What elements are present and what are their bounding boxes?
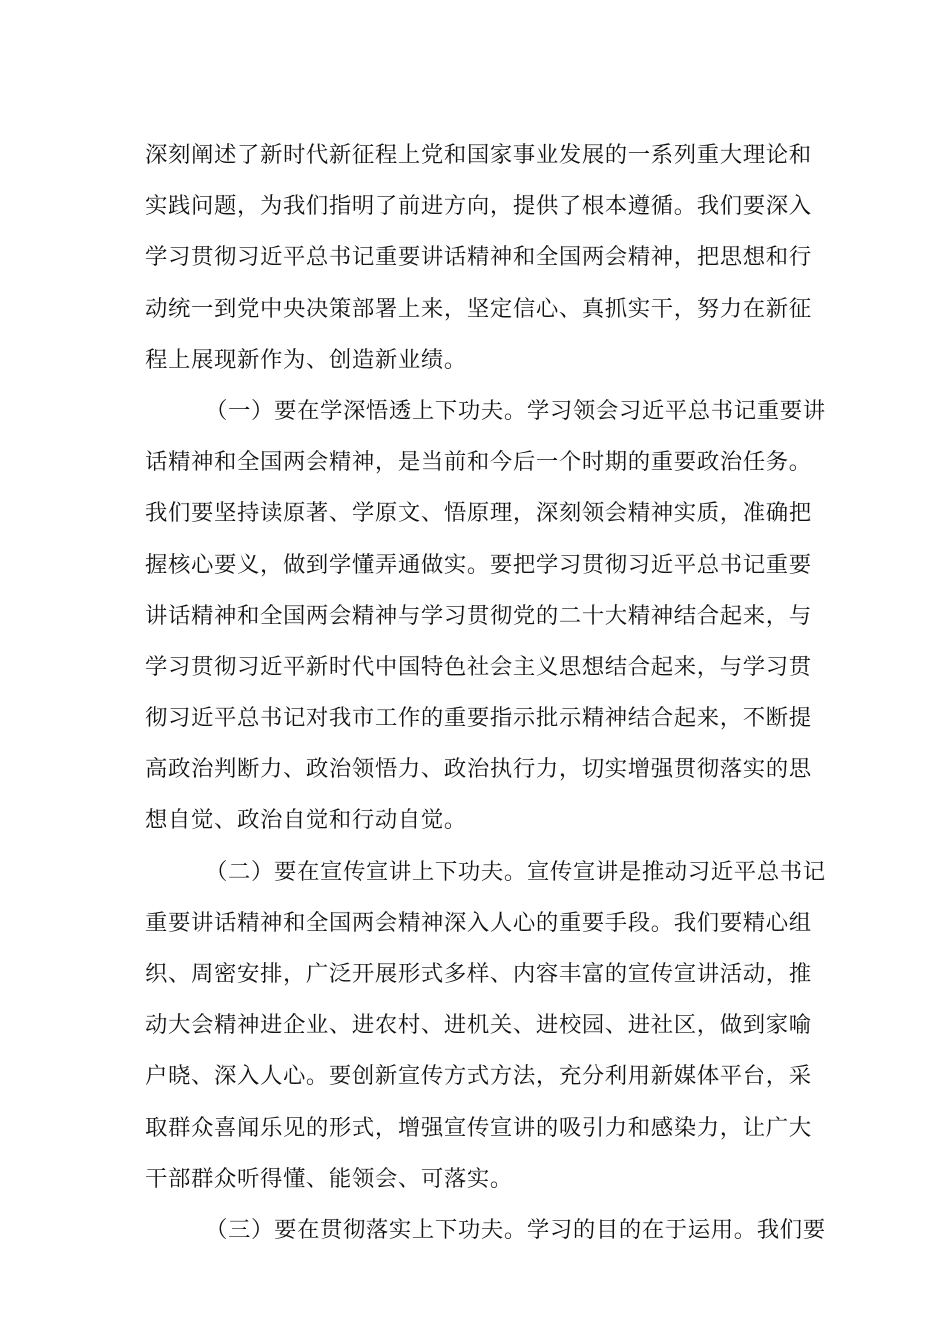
text-line: 学习贯彻习近平新时代中国特色社会主义思想结合起来，与学习贯: [145, 653, 812, 680]
document-body: [145, 130, 826, 1256]
text-line: 织、周密安排，广泛开展形式多样、内容丰富的宣传宣讲活动，推: [145, 961, 812, 987]
text-line: 重要讲话精神和全国两会精神深入人心的重要手段。我们要精心组: [145, 909, 812, 936]
text-line: 干部群众听得懂、能领会、可落实。: [145, 1165, 513, 1192]
text-line: 学习贯彻习近平总书记重要讲话精神和全国两会精神，把思想和行: [145, 244, 812, 271]
paragraph-intro: [145, 130, 810, 386]
text-line: 想自觉、政治自觉和行动自觉。: [145, 807, 467, 834]
text-line: 彻习近平总书记对我市工作的重要指示批示精神结合起来，不断提: [145, 705, 812, 732]
paragraph-section-1: [145, 386, 826, 847]
paragraph-section-2: [145, 847, 826, 1205]
text-line: 动统一到党中央决策部署上来，坚定信心、真抓实干，努力在新征: [145, 295, 812, 322]
text-line: 实践问题，为我们指明了前进方向，提供了根本遵循。我们要深入: [145, 193, 812, 220]
paragraph-section-3: [145, 1205, 826, 1256]
section-heading-line: （三）要在贯彻落实上下功夫。学习的目的在于运用。我们要: [205, 1216, 826, 1243]
text-line: 话精神和全国两会精神，是当前和今后一个时期的重要政治任务。: [145, 449, 812, 476]
text-line: 讲话精神和全国两会精神与学习贯彻党的二十大精神结合起来，与: [145, 602, 812, 629]
text-line: 动大会精神进企业、进农村、进机关、进校园、进社区，做到家喻: [145, 1012, 812, 1039]
text-line: 握核心要义，做到学懂弄通做实。要把学习贯彻习近平总书记重要: [145, 551, 812, 578]
section-heading-line: （二）要在宣传宣讲上下功夫。宣传宣讲是推动习近平总书记: [205, 858, 826, 885]
text-line: 户晓、深入人心。要创新宣传方式方法，充分利用新媒体平台，采: [145, 1063, 812, 1090]
text-line: 程上展现新作为、创造新业绩。: [145, 346, 467, 373]
text-line: 取群众喜闻乐见的形式，增强宣传宣讲的吸引力和感染力，让广大: [145, 1114, 812, 1141]
text-line: 我们要坚持读原著、学原文、悟原理，深刻领会精神实质，准确把: [145, 500, 812, 527]
text-line: 高政治判断力、政治领悟力、政治执行力，切实增强贯彻落实的思: [145, 756, 812, 783]
text-line: 深刻阐述了新时代新征程上党和国家事业发展的一系列重大理论和: [145, 142, 812, 168]
section-heading-line: （一）要在学深悟透上下功夫。学习领会习近平总书记重要讲: [205, 397, 826, 424]
